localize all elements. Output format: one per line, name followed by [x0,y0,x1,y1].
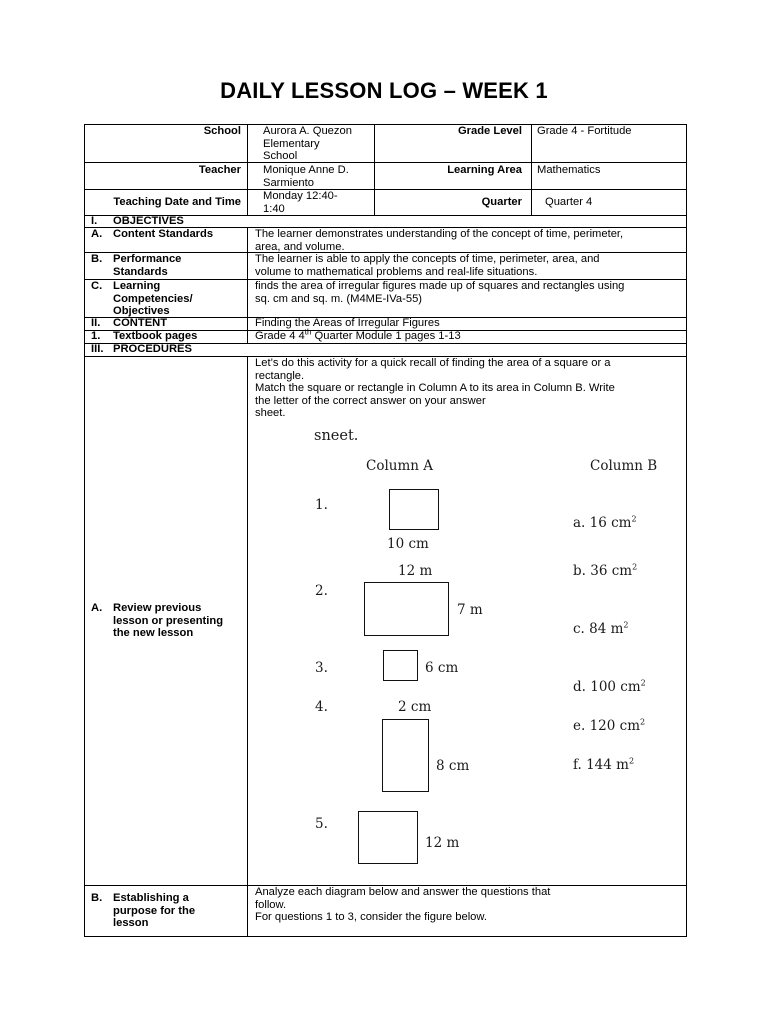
item-2-number: 2. [315,583,328,599]
content-standards-text: The learner demonstrates understanding of the concept of time, perimeter, area, and volume. [255,228,624,253]
learning-competencies-text: finds the area of irregular figures made up of squares and rectangles using sq. cm and sq. m. (M4ME-IVa-55) [255,280,625,305]
teaching-date-label: Teaching Date and Time [113,196,241,208]
teaching-date-value: Monday 12:40- 1:40 [263,190,338,215]
item-3-side-label: 6 cm [425,660,459,676]
item-2-rectangle [364,582,449,636]
teacher-label: Teacher [198,164,241,176]
content-text: Finding the Areas of Irregular Figures [255,317,440,329]
textbook-pages-text: Grade 4 4th Quarter Module 1 pages 1-13 [255,327,461,342]
procedures-heading: III. PROCEDURES [91,343,192,355]
item-5-number: 5. [315,816,328,832]
item-5-square [358,811,418,864]
item-1-label: 10 cm [387,536,429,552]
school-value: Aurora A. Quezon Elementary School [263,125,352,162]
sheet-fragment: sneet. [314,428,359,444]
teacher-value: Monique Anne D. Sarmiento [263,164,349,189]
item-5-side-label: 12 m [425,835,460,851]
item-4-side-label: 8 cm [436,758,470,774]
item-4-number: 4. [315,699,328,715]
item-2-top-label: 12 m [398,563,433,579]
performance-standards-label: B. Performance Standards [91,253,182,278]
answer-d: d. 100 $cm^2$ [573,678,646,695]
answer-a: a. 16 $cm^2$ [573,514,637,531]
content-standards-label: A. Content Standards [91,228,214,240]
item-4-rectangle [382,719,429,792]
learning-area-value: Mathematics [537,164,601,176]
answer-f: f. 144 $m^2$ [573,756,635,773]
column-a-heading: Column A [366,458,434,474]
column-b-heading: Column B [590,458,658,474]
answer-b: b. 36 $cm^2$ [573,562,638,579]
review-text: Let’s do this activity for a quick recall of finding the area of a square or a rectangle. Match the square or rectangle in Column A to its area in Column B. Write the letter of the correct answer on your answer sheet. [255,357,615,419]
item-1-square [389,489,439,530]
quarter-value: Quarter 4 [545,196,593,208]
purpose-label: B. Establishing a purpose for the lesson [91,892,196,929]
performance-standards-text: The learner is able to apply the concepts of time, perimeter, area, and volume to mathematical problems and real-life situations. [255,253,600,278]
textbook-pages-label: 1. Textbook pages [91,330,198,342]
school-label: School [203,125,241,137]
grade-level-value: Grade 4 - Fortitude [537,125,632,137]
purpose-text: Analyze each diagram below and answer the questions that follow. For questions 1 to 3, consider the figure below. [255,886,551,923]
page-title: DAILY LESSON LOG – WEEK 1 [220,78,548,103]
item-3-square [383,650,418,681]
grade-level-label: Grade Level [457,125,522,137]
content-heading: II. CONTENT [91,317,168,329]
item-4-top-label: 2 cm [398,699,432,715]
answer-e: e. 120 $cm^2$ [573,717,646,734]
item-2-side-label: 7 m [457,602,483,618]
learning-area-label: Learning Area [447,164,522,176]
learning-competencies-label: C. Learning Competencies/ Objectives [91,280,193,317]
review-label: A. Review previous lesson or presenting the new lesson [91,602,224,639]
objectives-heading: I. OBJECTIVES [91,215,184,227]
quarter-label: Quarter [481,196,522,208]
item-1-number: 1. [315,497,328,513]
item-3-number: 3. [315,660,328,676]
answer-c: c. 84 $m^2$ [573,620,629,637]
